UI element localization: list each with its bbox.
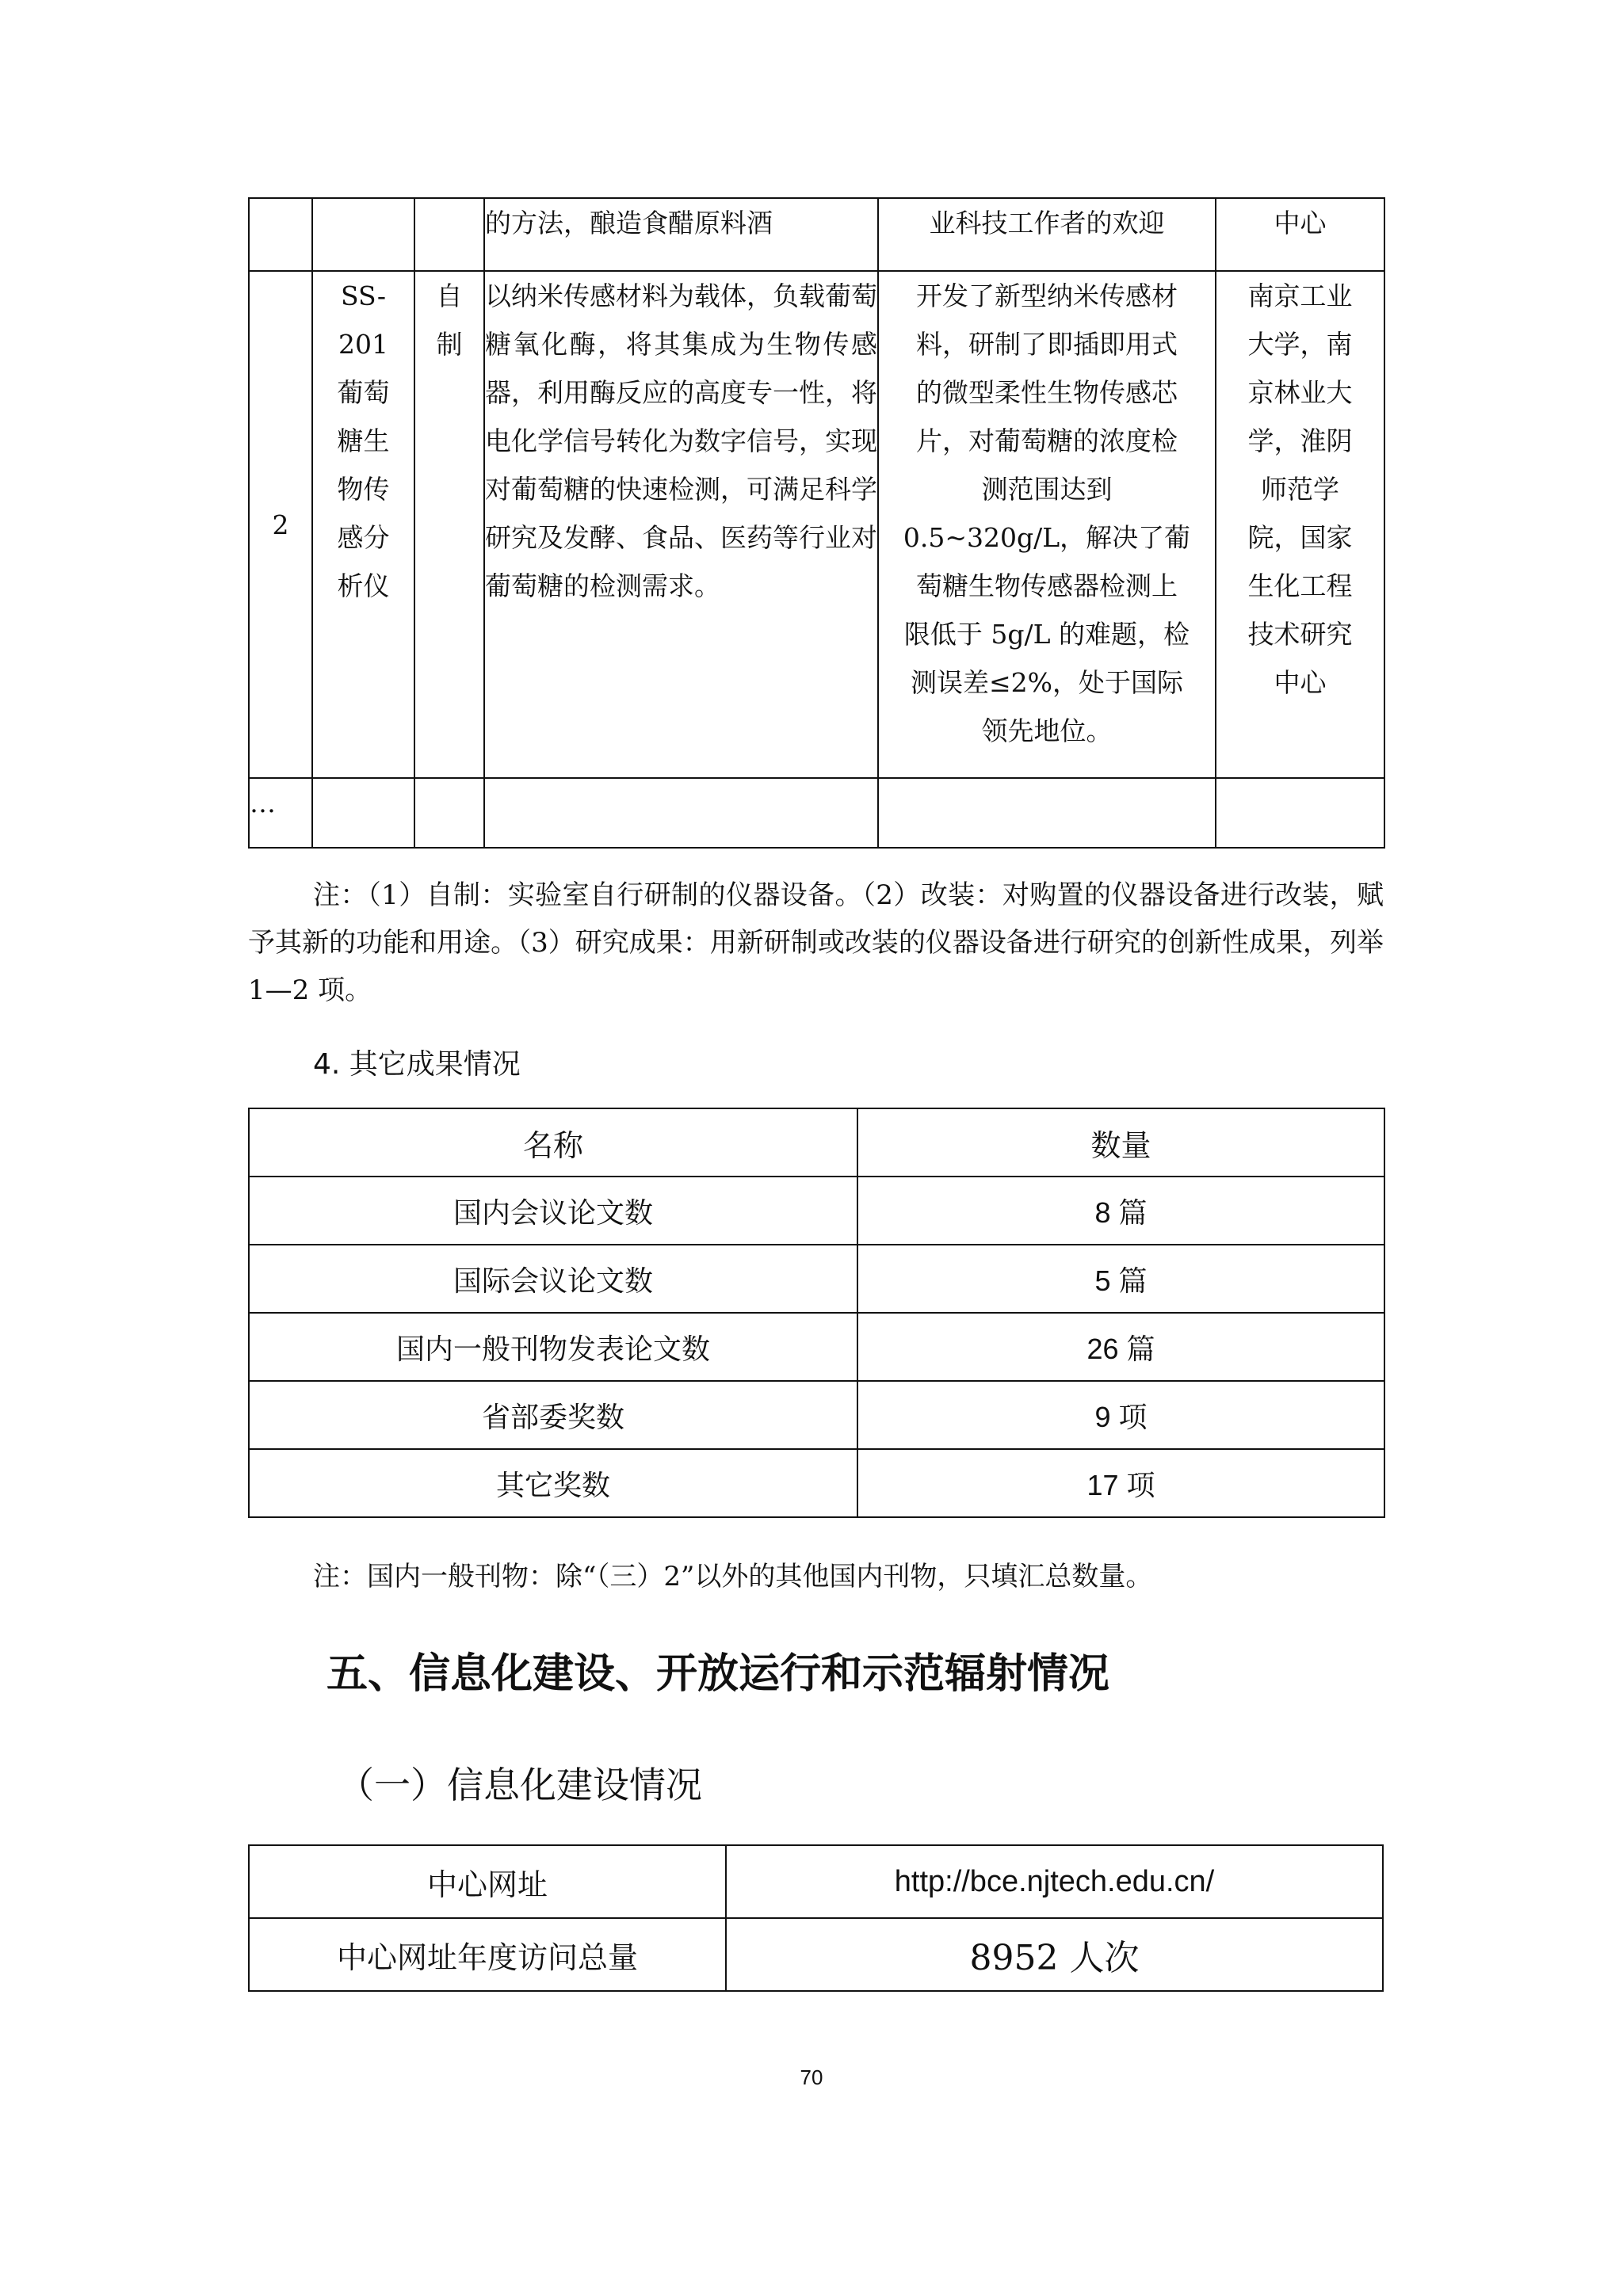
table-row xyxy=(249,1381,1384,1449)
text-line: 中心 xyxy=(1274,667,1327,698)
section-heading: 五、信息化建设、开放运行和示范辐射情况 xyxy=(327,1650,1110,1698)
table-cell: 8 篇 xyxy=(857,1177,1384,1245)
table-cell: 5 篇 xyxy=(857,1245,1384,1313)
instrument-description: 以纳米传感材料为载体，负载葡萄糖氧化酶，将其集成为生物传感器，利用酶反应的高度专一性，将电化学信号转化为数字信号，实现对葡萄糖的快速检测，可满足科学研究及发酵、食品、医药等行业对葡萄糖的检测需求。 xyxy=(484,271,878,778)
table-cell: 中心 xyxy=(1216,198,1384,271)
column-header: 数量 xyxy=(857,1108,1384,1177)
text-line: 自 xyxy=(436,280,463,311)
table-cell: 中心网址年度访问总量 xyxy=(249,1918,726,1991)
column-header: 名称 xyxy=(249,1108,857,1177)
text-line: 料，研制了即插即用式 xyxy=(916,329,1178,360)
table-cell xyxy=(1216,778,1384,848)
text-line: 的微型柔性生物传感芯 xyxy=(916,377,1178,408)
table-cell: 其它奖数 xyxy=(249,1449,857,1517)
table-cell xyxy=(249,198,312,271)
text-line: 物传 xyxy=(337,474,390,505)
text-line: SS- xyxy=(341,280,386,311)
achievements-table xyxy=(248,1108,1385,1518)
text-line: 师范学 xyxy=(1261,474,1339,505)
text-line: 大学，南 xyxy=(1247,329,1353,360)
table-cell xyxy=(414,198,484,271)
instrument-table xyxy=(248,197,1385,849)
instrument-type xyxy=(414,271,484,778)
table-cell xyxy=(414,778,484,848)
table-row xyxy=(249,271,1384,778)
page-number: 70 xyxy=(800,2065,823,2089)
table-cell xyxy=(878,778,1216,848)
table-cell xyxy=(312,778,414,848)
text-line: 开发了新型纳米传感材 xyxy=(916,280,1178,311)
text-line: 南京工业 xyxy=(1247,280,1353,311)
text-line: 萄糖生物传感器检测上 xyxy=(916,570,1178,601)
table-cell: 的方法，酿造食醋原料酒 xyxy=(484,198,878,271)
website-table xyxy=(248,1844,1384,1992)
table-cell: 国内会议论文数 xyxy=(249,1177,857,1245)
text-line: 制 xyxy=(436,329,463,360)
table-row xyxy=(249,1177,1384,1245)
text-line: 生化工程 xyxy=(1247,570,1353,601)
table-row xyxy=(249,1245,1384,1313)
row-index: 2 xyxy=(249,271,312,778)
table-row xyxy=(249,778,1384,848)
row-index: … xyxy=(249,778,312,848)
table-cell: 省部委奖数 xyxy=(249,1381,857,1449)
text-line: 析仪 xyxy=(337,570,390,601)
organization xyxy=(1216,271,1384,778)
subsection-heading: （一）信息化建设情况 xyxy=(338,1764,702,1806)
table-row xyxy=(249,1845,1383,1918)
text-line: 片，对葡萄糖的浓度检 xyxy=(916,425,1178,456)
text-line: 糖生 xyxy=(337,425,390,456)
text-line: 院，国家 xyxy=(1247,522,1353,553)
research-result xyxy=(878,271,1216,778)
table-cell: 8952 人次 xyxy=(726,1918,1383,1991)
table-row xyxy=(249,198,1384,271)
table-cell xyxy=(484,778,878,848)
table-cell: 26 篇 xyxy=(857,1313,1384,1381)
text-line: 0.5~320g/L，解决了葡 xyxy=(903,522,1191,553)
table-cell: 业科技工作者的欢迎 xyxy=(878,198,1216,271)
text-line: 感分 xyxy=(337,522,390,553)
table-note: 注：国内一般刊物：除“（三）2”以外的其他国内刊物，只填汇总数量。 xyxy=(313,1561,1153,1592)
table-row xyxy=(249,1449,1384,1517)
table-cell: 中心网址 xyxy=(249,1845,726,1918)
table-cell: 17 项 xyxy=(857,1449,1384,1517)
table-row xyxy=(249,1313,1384,1381)
text-line: 测误差≤2%，处于国际 xyxy=(910,667,1183,698)
table-row xyxy=(249,1918,1383,1991)
text-line: 领先地位。 xyxy=(981,715,1113,746)
text-line: 测范围达到 xyxy=(981,474,1113,505)
table-cell: 国际会议论文数 xyxy=(249,1245,857,1313)
table-note: 注：（1）自制：实验室自行研制的仪器设备。（2）改装：对购置的仪器设备进行改装，赋予其新的功能和用途。（3）研究成果：用新研制或改装的仪器设备进行研究的创新性成果，列举 1—2 项。 xyxy=(248,879,1384,1006)
website-url[interactable]: http://bce.njtech.edu.cn/ xyxy=(726,1845,1383,1918)
text-line: 限低于 5g/L 的难题，检 xyxy=(903,619,1190,650)
text-line: 葡萄 xyxy=(337,377,390,408)
text-line: 技术研究 xyxy=(1247,619,1353,650)
instrument-name xyxy=(312,271,414,778)
text-line: 学，淮阴 xyxy=(1247,425,1353,456)
text-line: 201 xyxy=(338,329,388,360)
table-cell: 国内一般刊物发表论文数 xyxy=(249,1313,857,1381)
table-cell: 9 项 xyxy=(857,1381,1384,1449)
table-cell xyxy=(312,198,414,271)
section-title: 4. 其它成果情况 xyxy=(313,1048,521,1081)
text-line: 京林业大 xyxy=(1247,377,1353,408)
table-header-row xyxy=(249,1108,1384,1177)
